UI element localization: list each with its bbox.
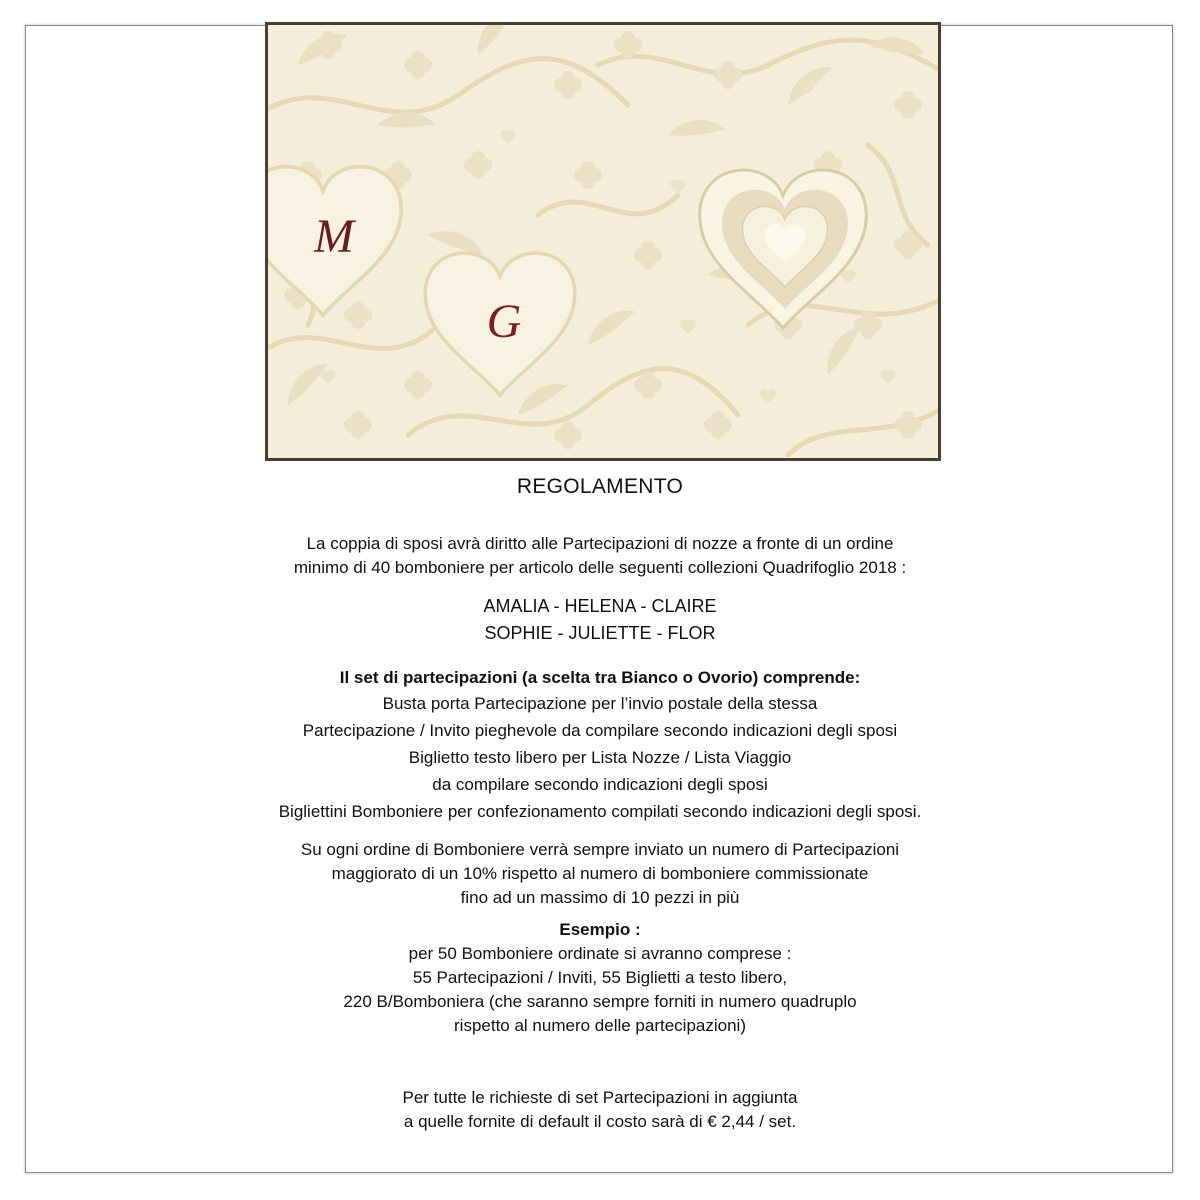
example-line: per 50 Bomboniere ordinate si avranno comprese :: [408, 944, 792, 963]
set-title: Il set di partecipazioni (a scelta tra Bianco o Ovorio) comprende:: [339, 668, 861, 687]
card-artwork: [268, 25, 938, 458]
rule-line: fino ad un massimo di 10 pezzi in più: [460, 888, 740, 907]
example-line: 55 Partecipazioni / Inviti, 55 Biglietti a testo libero,: [412, 968, 788, 987]
set-item: Partecipazione / Invito pieghevole da compilare secondo indicazioni degli sposi: [302, 721, 898, 740]
rules-document: [60, 474, 1140, 1134]
intro-line: minimo di 40 bomboniere per articolo delle seguenti collezioni Quadrifoglio 2018 :: [293, 558, 907, 577]
set-item: Bigliettini Bomboniere per confezionamento compilati secondo indicazioni degli sposi.: [278, 802, 922, 821]
intro-line: La coppia di sposi avrà diritto alle Partecipazioni di nozze a fronte di un ordine: [306, 534, 894, 553]
example-line: rispetto al numero delle partecipazioni): [454, 1016, 746, 1035]
rule-line: Su ogni ordine di Bomboniere verrà sempre inviato un numero di Partecipazioni: [300, 840, 900, 859]
set-item: Biglietto testo libero per Lista Nozze / Lista Viaggio: [408, 748, 792, 767]
example-line: 220 B/Bomboniera (che saranno sempre forniti in numero quadruplo: [343, 992, 857, 1011]
monogram-g: G: [486, 295, 522, 348]
monogram-m: M: [314, 210, 354, 263]
closing-line: a quelle fornite di default il costo sarà di € 2,44 / set.: [403, 1112, 797, 1131]
collection-line: AMALIA - HELENA - CLAIRE: [483, 596, 717, 616]
set-item: Busta porta Partecipazione per l’invio postale della stessa: [382, 694, 818, 713]
invitation-card-image: [265, 22, 941, 461]
closing-line: Per tutte le richieste di set Partecipazioni in aggiunta: [402, 1088, 798, 1107]
set-items: [60, 690, 1140, 825]
document-title: REGOLAMENTO: [516, 475, 684, 498]
closing-block: [60, 1086, 1140, 1134]
rule-block: [60, 838, 1140, 910]
example-title: Esempio :: [559, 920, 641, 939]
example-block: [60, 942, 1140, 1038]
collection-line: SOPHIE - JULIETTE - FLOR: [484, 623, 716, 643]
set-item: da compilare secondo indicazioni degli sposi: [432, 775, 768, 794]
rule-line: maggiorato di un 10% rispetto al numero di bomboniere commissionate: [331, 864, 869, 883]
